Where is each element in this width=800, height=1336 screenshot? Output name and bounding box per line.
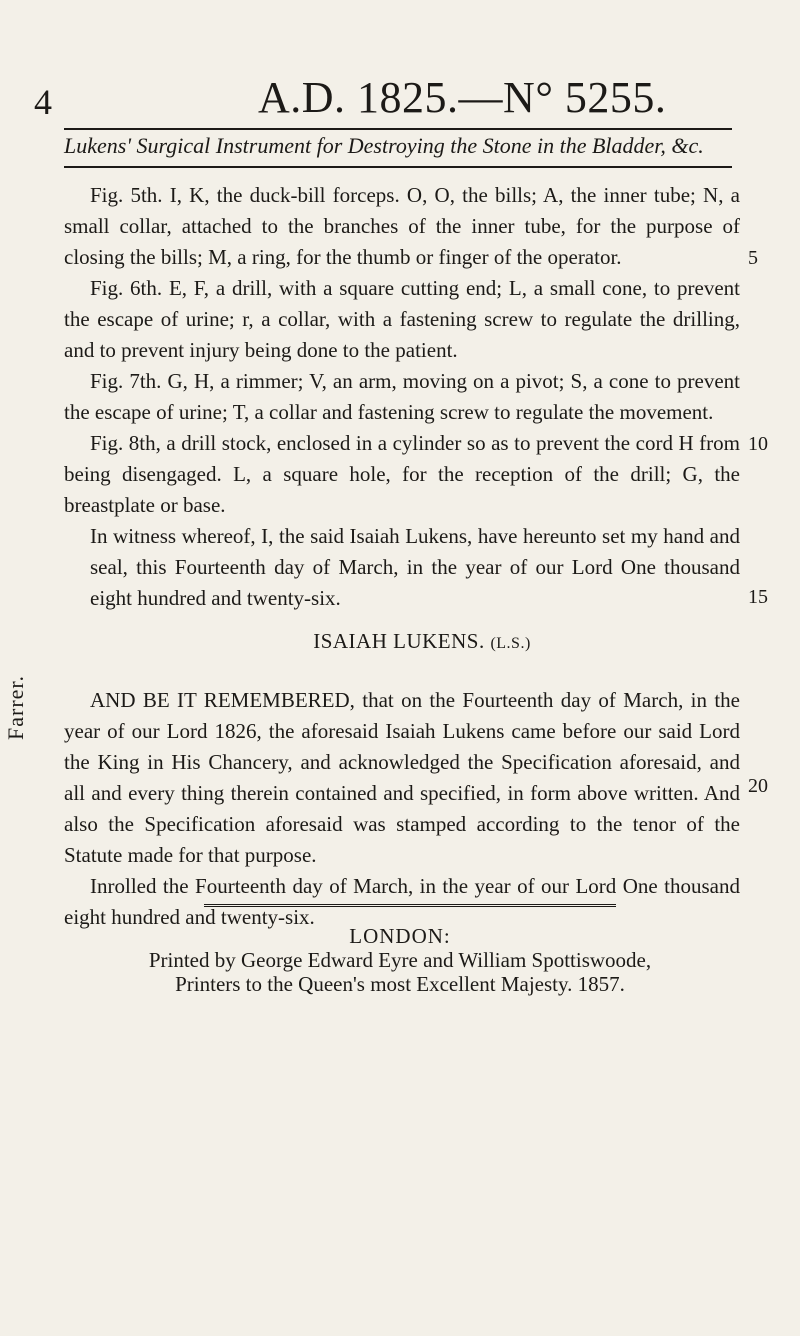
header-rule-bottom [64,166,732,168]
signature-seal: (L.S.) [490,635,531,652]
page-title: A.D. 1825.—N° 5255. [258,73,667,122]
paragraph-fig-8: Fig. 8th, a drill stock, enclosed in a cylinder so as to prevent the cord H from being disengaged. L, a square hole, for the reception of the drill; G, the breastplate or base. [64,431,740,517]
running-head: Lukens' Surgical Instrument for Destroying the Stone in the Bladder, &c. [64,133,704,158]
imprint-city: LONDON: [349,924,451,948]
paragraph-inrolled: Inrolled the Fourteenth day of March, in the year of our Lord One thousand eight hundred and twenty-six. [64,874,740,929]
signature-name: ISAIAH LUKENS. [313,629,485,653]
line-number-20: 20 [748,775,768,797]
page-number: 4 [34,82,52,122]
header-rule-top [64,128,732,130]
imprint [100,924,700,996]
line-number-15: 15 [748,586,768,608]
side-note-farrer: Farrer. [3,674,28,740]
closing-rule [204,904,616,907]
imprint-printers-to: Printers to the Queen's most Excellent Majesty. 1857. [175,972,625,996]
signature [64,626,740,659]
paragraph-remembered: AND BE IT REMEMBERED, that on the Fourteenth day of March, in the year of our Lord 1826, the aforesaid Isaiah Lukens came before our said Lord the King in His Chancery, and acknowledged the Specification aforesaid, and all and every thing therein contained and specified, in form above written. And also the Specification aforesaid was stamped according to the tenor of the Statute made for that purpose. [64,688,740,867]
imprint-printed-by: Printed by George Edward Eyre and William Spottiswoode, [148,948,652,972]
body-text [64,180,740,933]
paragraph-witness: In witness whereof, I, the said Isaiah Lukens, have hereunto set my hand and seal, this Fourteenth day of March, in the year of our Lord One thousand eight hundred and twenty-six. [90,524,740,610]
line-number-5: 5 [748,247,758,269]
paragraph-fig-5: Fig. 5th. I, K, the duck-bill forceps. O, O, the bills; A, the inner tube; N, a small collar, attached to the branches of the inner tube, for the purpose of closing the bills; M, a ring, for the thumb or finger of the operator. [64,183,740,269]
line-number-10: 10 [748,433,768,455]
paragraph-fig-7: Fig. 7th. G, H, a rimmer; V, an arm, moving on a pivot; S, a cone to prevent the escape of urine; T, a collar and fastening screw to regulate the movement. [64,369,740,424]
paragraph-fig-6: Fig. 6th. E, F, a drill, with a square cutting end; L, a small cone, to prevent the escape of urine; r, a collar, with a fastening screw to regulate the drilling, and to prevent injury being done to the patient. [64,276,740,362]
